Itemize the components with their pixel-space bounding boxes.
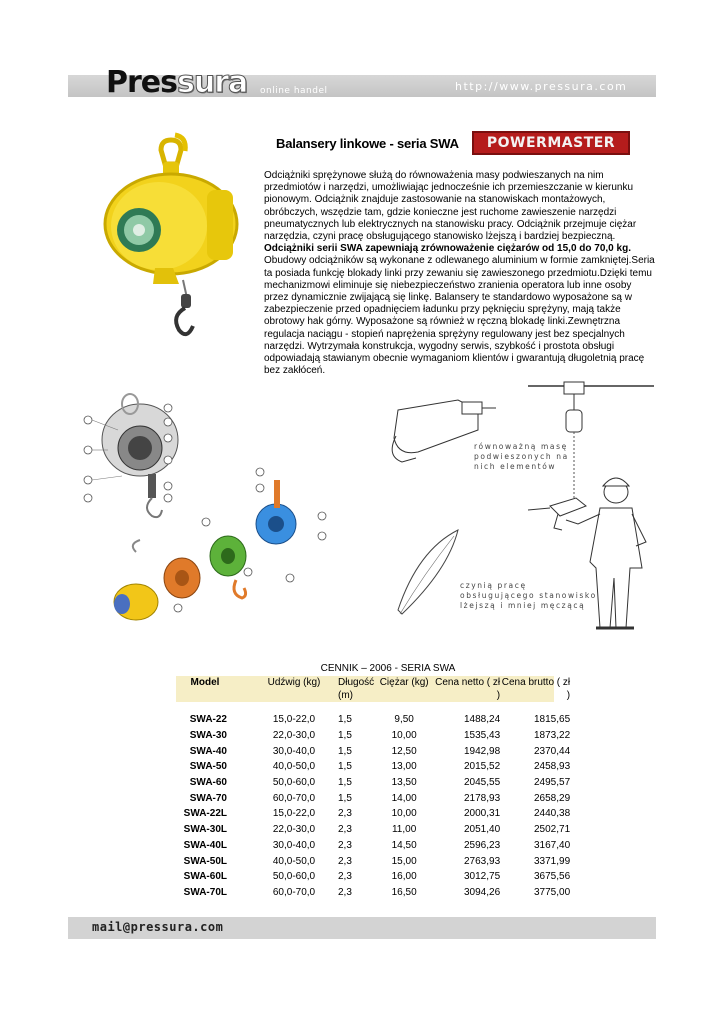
column-header: Model xyxy=(190,677,220,688)
table-cell: 2000,31 xyxy=(463,808,501,820)
description-paragraph: Odciążniki sprężynowe służą do równoważenia masy podwieszanych na nim przedmiotów i narzędzi, umożliwiając jednocześnie ich przemieszczanie w kierunku pionowym. Odciążnik znajduje zastosowanie na stanowiskach montażowych, obróbczych, wszędzie tam, gdzie konieczne jest ruchome zawieszenie narzędzi pneumatycznych lub elektrycznych na stanowisku pracy. Odciążnik przejmuje ciężar narzędzia, czyni pracę obsługującego stanowisko lżejszą i bardziej bezpieczną. xyxy=(264,170,637,243)
column-header: Cena brutto ( zł ) xyxy=(501,677,571,701)
table-cell: 1942,98 xyxy=(463,745,501,757)
price-table xyxy=(176,676,570,900)
table-cell: 60,0-70,0 xyxy=(272,886,316,898)
table-cell: 30,0-40,0 xyxy=(272,839,316,851)
table-cell: 15,00 xyxy=(391,855,417,867)
table-row xyxy=(176,728,570,744)
table-cell: 50,0-60,0 xyxy=(272,777,316,789)
table-row xyxy=(176,743,570,759)
table-cell: 2596,23 xyxy=(463,839,501,851)
table-cell: 14,50 xyxy=(391,839,417,851)
table-cell: 2,3 xyxy=(338,808,352,820)
table-cell: 16,50 xyxy=(391,886,417,898)
table-cell: 1535,43 xyxy=(463,730,501,742)
tagline: online handel xyxy=(260,86,328,96)
table-cell: 1,5 xyxy=(338,745,352,757)
table-cell: 16,00 xyxy=(391,871,417,883)
table-cell: 40,0-50,0 xyxy=(272,761,316,773)
column-header: Ciężar (kg) xyxy=(379,677,429,688)
table-cell: 11,00 xyxy=(391,824,417,836)
table-cell: 1,5 xyxy=(338,730,352,742)
table-cell: 15,0-22,0 xyxy=(272,808,316,820)
column-header: Długość (m) xyxy=(338,677,375,701)
table-cell: 22,0-30,0 xyxy=(272,824,316,836)
powermaster-logo: POWERMASTER xyxy=(472,131,630,155)
table-row xyxy=(176,822,570,838)
table-cell: 3167,40 xyxy=(533,839,571,851)
table-row xyxy=(176,790,570,806)
column-header: Udźwig (kg) xyxy=(267,677,321,688)
table-cell: 1,5 xyxy=(338,761,352,773)
price-table-title: CENNIK – 2006 - SERIA SWA xyxy=(320,663,456,674)
table-cell: 2,3 xyxy=(338,855,352,867)
table-cell: 40,0-50,0 xyxy=(272,855,316,867)
table-cell: 13,50 xyxy=(391,777,417,789)
model-cell: SWA-70 xyxy=(189,792,227,804)
table-cell: 60,0-70,0 xyxy=(272,792,316,804)
table-cell: 2370,44 xyxy=(533,745,571,757)
model-cell: SWA-40 xyxy=(189,745,227,757)
table-cell: 14,00 xyxy=(391,792,417,804)
model-cell: SWA-60 xyxy=(189,777,227,789)
table-cell: 1,5 xyxy=(338,777,352,789)
table-cell: 2495,57 xyxy=(533,777,571,789)
table-cell: 3371,99 xyxy=(533,855,571,867)
table-cell: 12,50 xyxy=(391,745,417,757)
table-row xyxy=(176,885,570,901)
model-cell: SWA-50 xyxy=(189,761,227,773)
table-row xyxy=(176,869,570,885)
table-cell: 3775,00 xyxy=(533,886,571,898)
table-cell: 2,3 xyxy=(338,871,352,883)
table-cell: 1873,22 xyxy=(533,730,571,742)
table-cell: 3675,56 xyxy=(533,871,571,883)
contact-email-link[interactable]: mail@pressura.com xyxy=(92,920,224,934)
table-cell: 1,5 xyxy=(338,792,352,804)
table-header-row xyxy=(176,676,570,702)
table-cell: 2763,93 xyxy=(463,855,501,867)
table-cell: 15,0-22,0 xyxy=(272,714,316,726)
table-cell: 10,00 xyxy=(391,730,417,742)
balancer-photo xyxy=(95,130,247,342)
model-cell: SWA-22 xyxy=(189,714,227,726)
table-cell: 2458,93 xyxy=(533,761,571,773)
table-cell: 1815,65 xyxy=(533,714,571,726)
table-cell: 2051,40 xyxy=(463,824,501,836)
table-cell: 22,0-30,0 xyxy=(272,730,316,742)
table-cell: 30,0-40,0 xyxy=(272,745,316,757)
table-cell: 1488,24 xyxy=(463,714,501,726)
model-cell: SWA-60L xyxy=(183,871,227,883)
table-row xyxy=(176,712,570,728)
description-highlight: Odciążniki serii SWA zapewniają zrównoważenie ciężarów od 15,0 do 70,0 kg. xyxy=(264,243,631,255)
table-cell: 2658,29 xyxy=(533,792,571,804)
table-cell: 9,50 xyxy=(394,714,414,726)
table-row xyxy=(176,759,570,775)
table-cell: 3094,26 xyxy=(463,886,501,898)
table-cell: 13,00 xyxy=(391,761,417,773)
table-spacer xyxy=(176,702,570,712)
model-cell: SWA-50L xyxy=(183,855,227,867)
table-row xyxy=(176,853,570,869)
table-cell: 2502,71 xyxy=(533,824,571,836)
table-row xyxy=(176,838,570,854)
exploded-view-diagram xyxy=(78,390,338,630)
model-cell: SWA-22L xyxy=(183,808,227,820)
table-cell: 2,3 xyxy=(338,824,352,836)
table-cell: 10,00 xyxy=(391,808,417,820)
table-cell: 2015,52 xyxy=(463,761,501,773)
table-cell: 3012,75 xyxy=(463,871,501,883)
column-header: Cena netto ( zł ) xyxy=(435,677,501,701)
table-cell: 50,0-60,0 xyxy=(272,871,316,883)
description-paragraph: Obudowy odciążników są wykonane z odlewanego aluminium w formie zamkniętej.Seria ta posiada funkcję blokady linki przy zewaniu się zawieszonego przedmiotu.Dzięki temu mechanizmowi eliminuje się niebezpieczeństwo zranienia operatora lub inne osoby przez dynamicznie zwijającą się linkę. Balansery te standardowo wyposażone są w zabezpieczenie przed opadnięciem ładunku przy pęknięciu sprężyny, mają także obrotowy hak górny. Wyposażone są również w ręczną blokadę linki.Zewnętrzna regulacja naciągu - stopień naprężenia sprężyny regulowany jest bez specjalnych narzędzi. Wytrzymała konstrukcja, wygodny serwis, szybkość i prostota obsługi odpowiadają stawianym obecnie wymaganiom klientów i gwarantują długoletnią pracę bez zakłóceń. xyxy=(264,255,655,377)
table-row xyxy=(176,806,570,822)
table-cell: 2440,38 xyxy=(533,808,571,820)
model-cell: SWA-70L xyxy=(183,886,227,898)
table-cell: 1,5 xyxy=(338,714,352,726)
pressura-logo[interactable]: Pressura xyxy=(106,65,248,100)
table-cell: 2,3 xyxy=(338,839,352,851)
product-description xyxy=(264,170,656,377)
model-cell: SWA-40L xyxy=(183,839,227,851)
product-title: Balansery linkowe - seria SWA xyxy=(276,136,459,151)
table-row xyxy=(176,775,570,791)
model-cell: SWA-30 xyxy=(189,730,227,742)
illustration-caption: równoważną masę podwieszonych na nich elementów xyxy=(474,442,569,471)
model-cell: SWA-30L xyxy=(183,824,227,836)
table-cell: 2178,93 xyxy=(463,792,501,804)
site-url-link[interactable]: http://www.pressura.com xyxy=(455,80,628,93)
table-cell: 2045,55 xyxy=(463,777,501,789)
price-table-body xyxy=(176,712,570,900)
table-cell: 2,3 xyxy=(338,886,352,898)
illustration-caption: czynią pracę obsługującego stanowisko lżejszą i mniej męczącą xyxy=(460,581,597,610)
